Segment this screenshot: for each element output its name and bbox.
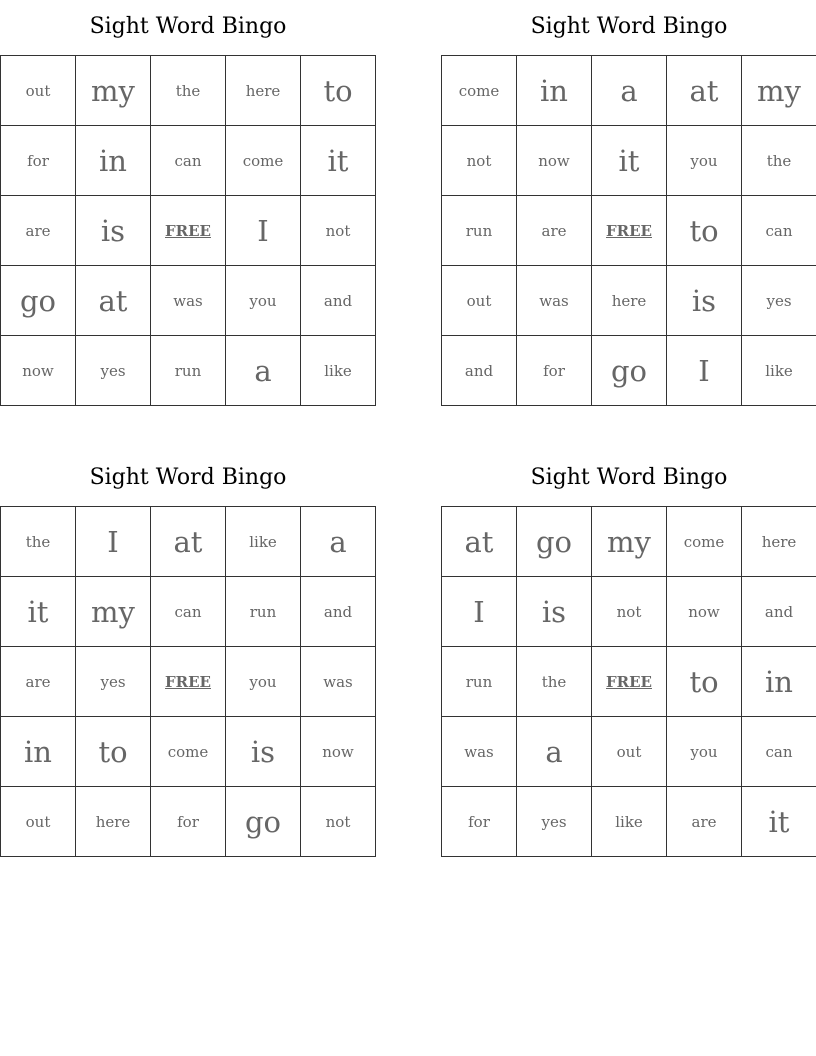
free-space-cell: FREE bbox=[592, 196, 667, 266]
word-cell: the bbox=[1, 507, 76, 577]
word-cell: are bbox=[667, 787, 742, 857]
word-cell: a bbox=[301, 507, 376, 577]
word-cell: in bbox=[517, 56, 592, 126]
word-cell: at bbox=[442, 507, 517, 577]
word-cell: go bbox=[517, 507, 592, 577]
bingo-grid bbox=[0, 506, 376, 857]
bingo-card-3 bbox=[0, 451, 376, 857]
free-space-cell: FREE bbox=[151, 647, 226, 717]
bingo-card-1 bbox=[0, 0, 376, 406]
word-cell: here bbox=[226, 56, 301, 126]
word-cell: yes bbox=[517, 787, 592, 857]
word-cell: for bbox=[1, 126, 76, 196]
word-cell: come bbox=[442, 56, 517, 126]
word-cell: to bbox=[667, 647, 742, 717]
word-cell: here bbox=[742, 507, 816, 577]
word-cell: and bbox=[301, 577, 376, 647]
word-cell: the bbox=[742, 126, 816, 196]
word-cell: now bbox=[667, 577, 742, 647]
word-cell: my bbox=[76, 577, 151, 647]
word-cell: you bbox=[226, 266, 301, 336]
word-cell: run bbox=[442, 196, 517, 266]
word-cell: is bbox=[517, 577, 592, 647]
word-cell: in bbox=[76, 126, 151, 196]
word-cell: in bbox=[742, 647, 816, 717]
bingo-card-4 bbox=[441, 451, 816, 857]
word-cell: was bbox=[151, 266, 226, 336]
word-cell: at bbox=[76, 266, 151, 336]
word-cell: can bbox=[151, 126, 226, 196]
word-cell: here bbox=[76, 787, 151, 857]
word-cell: you bbox=[667, 126, 742, 196]
bingo-grid bbox=[441, 506, 816, 857]
word-cell: to bbox=[76, 717, 151, 787]
word-cell: like bbox=[592, 787, 667, 857]
word-cell: not bbox=[301, 196, 376, 266]
word-cell: come bbox=[151, 717, 226, 787]
word-cell: out bbox=[1, 787, 76, 857]
word-cell: in bbox=[1, 717, 76, 787]
free-space-cell: FREE bbox=[151, 196, 226, 266]
word-cell: was bbox=[442, 717, 517, 787]
card-title: Sight Word Bingo bbox=[530, 14, 728, 39]
word-cell: out bbox=[442, 266, 517, 336]
word-cell: can bbox=[151, 577, 226, 647]
word-cell: out bbox=[1, 56, 76, 126]
word-cell: a bbox=[517, 717, 592, 787]
word-cell: for bbox=[517, 336, 592, 406]
word-cell: my bbox=[592, 507, 667, 577]
bingo-grid bbox=[441, 55, 816, 406]
word-cell: a bbox=[592, 56, 667, 126]
word-cell: for bbox=[151, 787, 226, 857]
card-title: Sight Word Bingo bbox=[530, 465, 728, 490]
word-cell: you bbox=[667, 717, 742, 787]
word-cell: I bbox=[442, 577, 517, 647]
word-cell: I bbox=[76, 507, 151, 577]
word-cell: is bbox=[667, 266, 742, 336]
word-cell: are bbox=[1, 647, 76, 717]
word-cell: I bbox=[667, 336, 742, 406]
word-cell: it bbox=[301, 126, 376, 196]
word-cell: and bbox=[742, 577, 816, 647]
word-cell: run bbox=[442, 647, 517, 717]
word-cell: now bbox=[517, 126, 592, 196]
card-title: Sight Word Bingo bbox=[89, 465, 287, 490]
word-cell: come bbox=[226, 126, 301, 196]
word-cell: at bbox=[151, 507, 226, 577]
word-cell: like bbox=[301, 336, 376, 406]
word-cell: come bbox=[667, 507, 742, 577]
word-cell: yes bbox=[742, 266, 816, 336]
word-cell: can bbox=[742, 196, 816, 266]
word-cell: it bbox=[742, 787, 816, 857]
word-cell: not bbox=[301, 787, 376, 857]
word-cell: is bbox=[226, 717, 301, 787]
word-cell: now bbox=[1, 336, 76, 406]
word-cell: go bbox=[226, 787, 301, 857]
word-cell: like bbox=[226, 507, 301, 577]
word-cell: out bbox=[592, 717, 667, 787]
word-cell: are bbox=[1, 196, 76, 266]
word-cell: are bbox=[517, 196, 592, 266]
word-cell: like bbox=[742, 336, 816, 406]
card-title: Sight Word Bingo bbox=[89, 14, 287, 39]
word-cell: the bbox=[151, 56, 226, 126]
word-cell: at bbox=[667, 56, 742, 126]
free-space-cell: FREE bbox=[592, 647, 667, 717]
word-cell: you bbox=[226, 647, 301, 717]
word-cell: it bbox=[1, 577, 76, 647]
word-cell: yes bbox=[76, 647, 151, 717]
word-cell: yes bbox=[76, 336, 151, 406]
word-cell: to bbox=[301, 56, 376, 126]
word-cell: is bbox=[76, 196, 151, 266]
word-cell: to bbox=[667, 196, 742, 266]
word-cell: my bbox=[742, 56, 816, 126]
bingo-grid bbox=[0, 55, 376, 406]
word-cell: and bbox=[442, 336, 517, 406]
word-cell: the bbox=[517, 647, 592, 717]
word-cell: not bbox=[592, 577, 667, 647]
word-cell: run bbox=[226, 577, 301, 647]
word-cell: it bbox=[592, 126, 667, 196]
word-cell: was bbox=[517, 266, 592, 336]
word-cell: for bbox=[442, 787, 517, 857]
word-cell: can bbox=[742, 717, 816, 787]
word-cell: was bbox=[301, 647, 376, 717]
word-cell: here bbox=[592, 266, 667, 336]
word-cell: and bbox=[301, 266, 376, 336]
word-cell: go bbox=[1, 266, 76, 336]
word-cell: a bbox=[226, 336, 301, 406]
word-cell: go bbox=[592, 336, 667, 406]
word-cell: now bbox=[301, 717, 376, 787]
word-cell: I bbox=[226, 196, 301, 266]
word-cell: not bbox=[442, 126, 517, 196]
word-cell: run bbox=[151, 336, 226, 406]
bingo-card-2 bbox=[441, 0, 816, 406]
word-cell: my bbox=[76, 56, 151, 126]
